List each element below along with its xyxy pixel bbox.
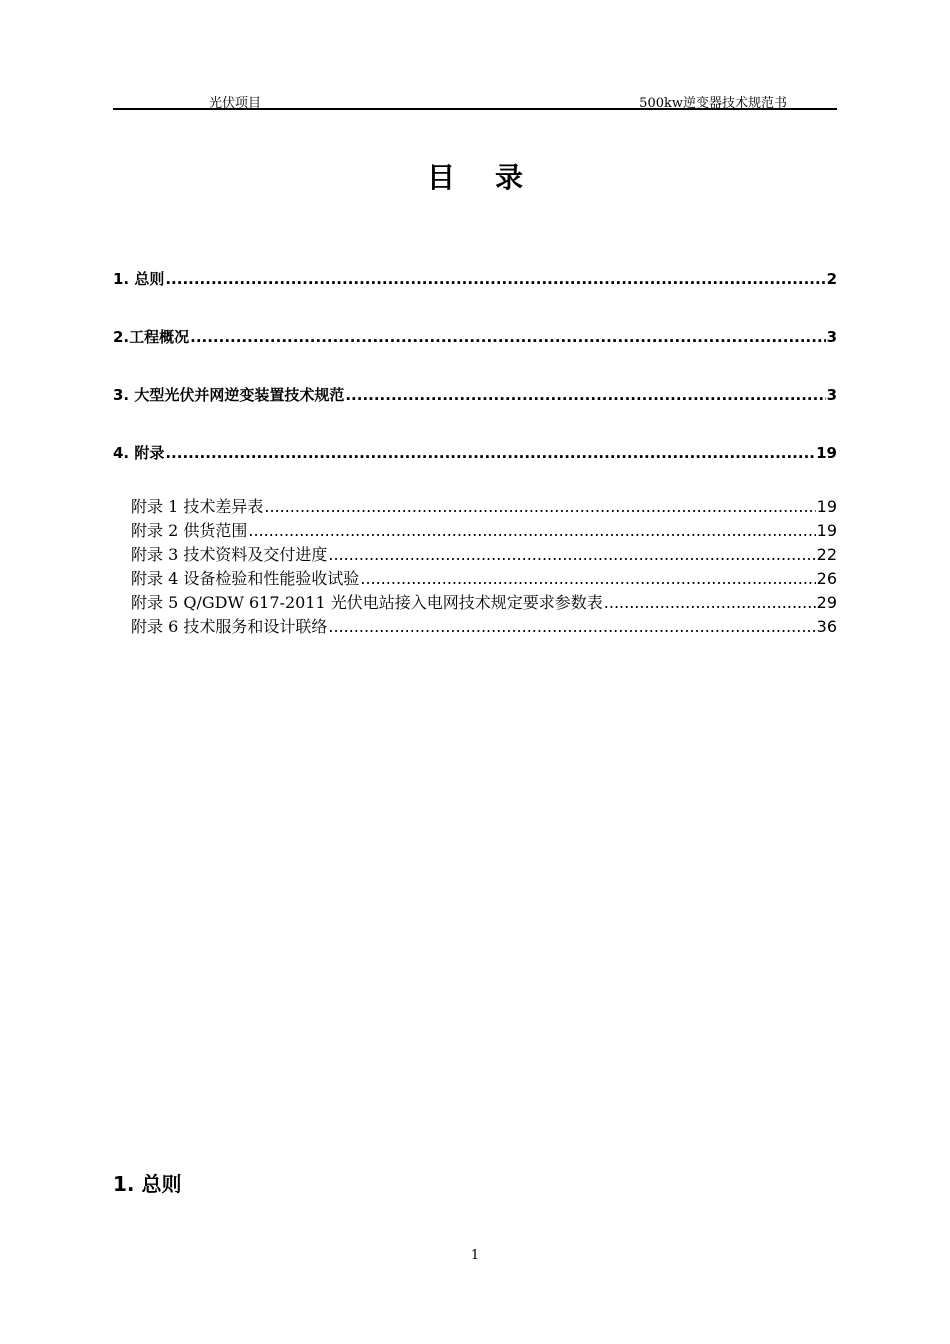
toc-appendix-4[interactable] — [131, 566, 837, 590]
toc-entry-page: 2 — [826, 270, 837, 288]
toc-entry-label: 附录 5 Q/GDW 617-2011 光伏电站接入电网技术规定要求参数表 — [131, 593, 603, 612]
toc-entry-page: 3 — [826, 386, 837, 404]
section-heading: 1. 总则 — [113, 1172, 182, 1196]
toc-entry-page: 29 — [816, 593, 837, 612]
page-number: 1 — [470, 1248, 480, 1263]
toc-leader-dots — [190, 328, 825, 346]
toc-entry-page: 3 — [826, 328, 837, 346]
toc-entry-label: 1. 总则 — [113, 270, 165, 288]
toc-appendix-3[interactable] — [131, 542, 837, 566]
toc-entry-page: 22 — [816, 545, 837, 564]
toc-entry-label: 附录 4 设备检验和性能验收试验 — [131, 569, 360, 588]
toc-appendix-5[interactable] — [131, 590, 837, 614]
toc-leader-dots — [328, 545, 815, 564]
toc-entry-page: 19 — [816, 521, 837, 540]
toc-appendix-6[interactable] — [131, 614, 837, 638]
toc-leader-dots — [248, 521, 815, 540]
toc-leader-dots — [360, 569, 815, 588]
toc-entry-general[interactable] — [113, 268, 837, 326]
toc-entry-page: 19 — [816, 444, 837, 462]
toc-title: 目录 — [426, 161, 563, 194]
toc-entry-label: 附录 3 技术资料及交付进度 — [131, 545, 328, 564]
page-header — [113, 90, 837, 110]
toc-leader-dots — [345, 386, 825, 404]
toc-leader-dots — [604, 593, 816, 612]
toc-entry-label: 3. 大型光伏并网逆变装置技术规范 — [113, 386, 345, 404]
toc-appendix-1[interactable] — [131, 494, 837, 518]
toc-leader-dots — [328, 617, 815, 636]
toc-appendix-2[interactable] — [131, 518, 837, 542]
toc-entry-label: 附录 2 供货范围 — [131, 521, 248, 540]
toc-entry-label: 附录 6 技术服务和设计联络 — [131, 617, 328, 636]
toc-entry-project-overview[interactable] — [113, 326, 837, 384]
toc-entry-appendix[interactable] — [113, 442, 837, 494]
toc-entry-technical-spec[interactable] — [113, 384, 837, 442]
toc-entry-label: 2.工程概况 — [113, 328, 190, 346]
toc-leader-dots — [165, 444, 815, 462]
toc-entry-page: 19 — [816, 497, 837, 516]
header-document-title: 500kw逆变器技术规范书 — [639, 96, 787, 111]
toc-entry-page: 36 — [816, 617, 837, 636]
header-project-name: 光伏项目 — [209, 96, 262, 111]
toc-leader-dots — [264, 497, 815, 516]
toc-entry-page: 26 — [816, 569, 837, 588]
toc-leader-dots — [165, 270, 825, 288]
toc-entry-label: 4. 附录 — [113, 444, 165, 462]
toc-appendix-list — [113, 494, 837, 638]
table-of-contents — [113, 268, 837, 638]
toc-entry-label: 附录 1 技术差异表 — [131, 497, 264, 516]
